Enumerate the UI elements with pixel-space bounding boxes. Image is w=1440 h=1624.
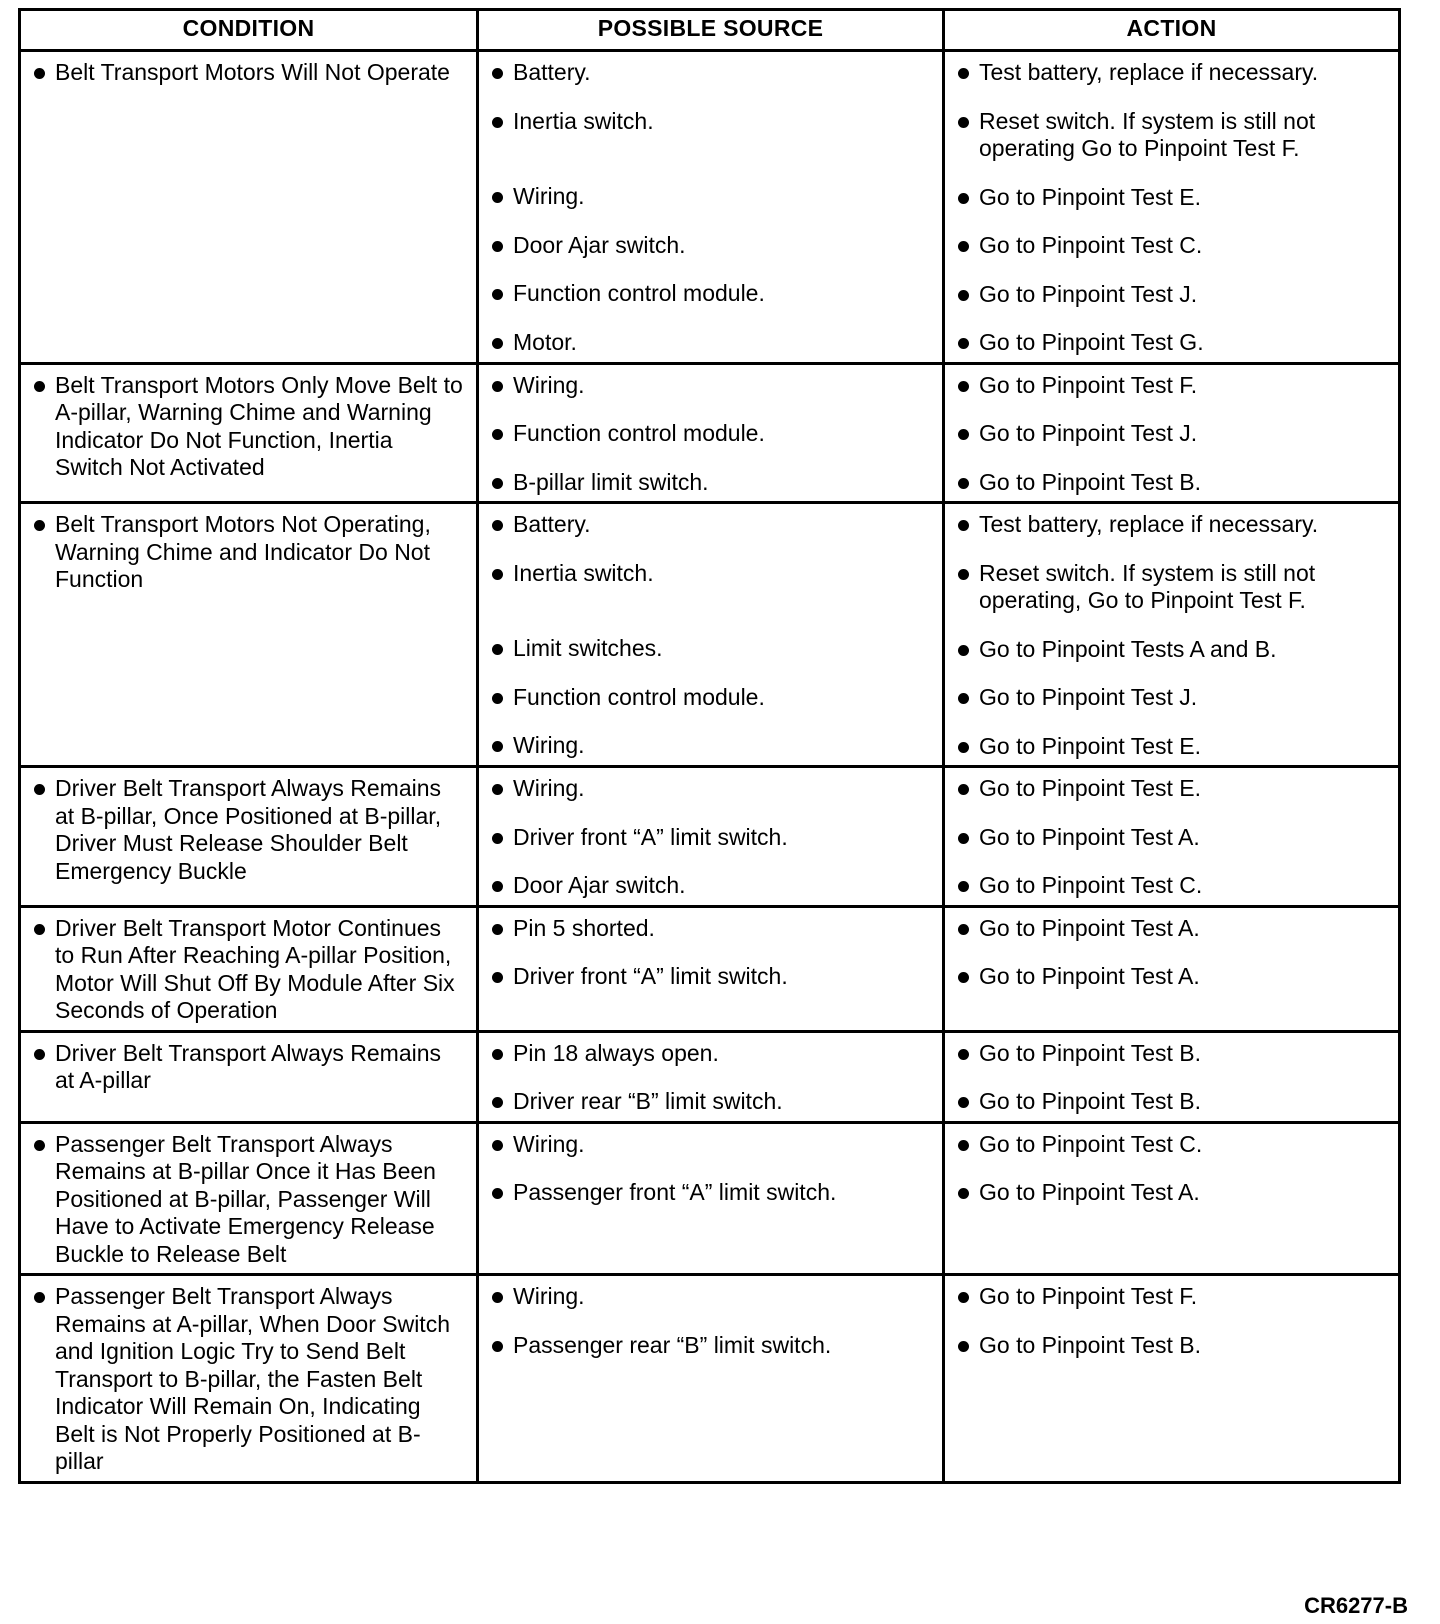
bullet-icon [958, 833, 969, 844]
condition-text: Passenger Belt Transport Always Remains at A-pillar, When Door Switch and Ignition Logic Try to Send Belt Transport to B-pillar, the Fasten Belt Indicator Will Remain On, Indicating Belt is Not Properly Positioned at B-pillar [55, 1283, 450, 1474]
source-item [489, 872, 932, 900]
source-text: Wiring. [513, 183, 585, 209]
source-item [489, 915, 932, 943]
bullet-icon [492, 569, 503, 580]
source-text: Pin 18 always open. [513, 1039, 719, 1066]
action-item [955, 184, 1388, 212]
bullet-icon [492, 117, 503, 128]
bullet-icon [958, 693, 969, 704]
bullet-icon [958, 68, 969, 79]
action-text: Go to Pinpoint Test J. [979, 420, 1198, 446]
bullet-icon [958, 972, 969, 983]
bullet-icon [34, 381, 45, 392]
source-item [489, 824, 932, 852]
source-item [489, 183, 932, 211]
bullet-icon [492, 644, 503, 655]
table-body [20, 51, 1400, 1483]
bullet-icon [492, 338, 503, 349]
bullet-icon [492, 1292, 503, 1303]
source-item [489, 1179, 932, 1207]
action-text: Go to Pinpoint Test A. [979, 914, 1200, 941]
source-item [489, 329, 932, 357]
source-text: Driver rear “B” limit switch. [513, 1088, 783, 1114]
action-cell [944, 51, 1400, 364]
condition-cell [20, 1031, 478, 1122]
action-item [955, 963, 1388, 991]
action-text: Go to Pinpoint Test E. [979, 183, 1202, 210]
action-text: Go to Pinpoint Test E. [979, 732, 1202, 759]
source-cell [478, 1122, 944, 1275]
action-item [955, 915, 1388, 943]
bullet-icon [958, 117, 969, 128]
bullet-icon [958, 1097, 969, 1108]
action-text: Go to Pinpoint Test F. [979, 371, 1198, 398]
bullet-icon [958, 520, 969, 531]
source-text: Wiring. [513, 775, 585, 801]
source-item [489, 1088, 932, 1116]
condition-cell [20, 51, 478, 364]
action-text: Go to Pinpoint Test B. [979, 1331, 1202, 1358]
source-text: Inertia switch. [513, 559, 654, 586]
bullet-icon [492, 833, 503, 844]
action-cell [944, 1122, 1400, 1275]
action-item [955, 560, 1388, 615]
source-text: Battery. [513, 511, 591, 537]
source-item [489, 635, 932, 663]
table-row [20, 1122, 1400, 1275]
table-row [20, 503, 1400, 767]
source-cell [478, 1275, 944, 1483]
table-row [20, 906, 1400, 1031]
bullet-icon [958, 1292, 969, 1303]
source-item [489, 732, 932, 760]
bullet-icon [492, 289, 503, 300]
bullet-icon [958, 1140, 969, 1151]
source-item [489, 372, 932, 400]
source-item [489, 1040, 932, 1068]
bullet-icon [492, 1097, 503, 1108]
action-text: Go to Pinpoint Test E. [979, 775, 1202, 801]
condition-text: Passenger Belt Transport Always Remains at B-pillar Once it Has Been Positioned at B-pillar, Passenger Will Have to Activate Emergency Release Buckle to Release Belt [55, 1130, 436, 1267]
bullet-icon [958, 429, 969, 440]
source-cell [478, 363, 944, 503]
bullet-icon [958, 241, 969, 252]
bullet-icon [34, 1292, 45, 1303]
bullet-icon [492, 881, 503, 892]
bullet-icon [958, 881, 969, 892]
action-text: Go to Pinpoint Tests A and B. [979, 635, 1277, 662]
table-row [20, 1275, 1400, 1483]
condition-text: Driver Belt Transport Motor Continues to Run After Reaching A-pillar Position, Motor Will Shut Off By Module After Six Seconds of Operation [55, 914, 455, 1023]
figure-code: CR6277-B [1304, 1593, 1408, 1618]
action-text: Go to Pinpoint Test A. [979, 1179, 1200, 1205]
table-row [20, 1031, 1400, 1122]
bullet-icon [958, 742, 969, 753]
source-item [489, 963, 932, 991]
bullet-icon [958, 645, 969, 656]
source-text: Inertia switch. [513, 107, 654, 134]
bullet-icon [958, 478, 969, 489]
bullet-icon [958, 290, 969, 301]
action-cell [944, 363, 1400, 503]
source-cell [478, 767, 944, 907]
condition-text: Belt Transport Motors Not Operating, Warning Chime and Indicator Do Not Function [55, 511, 431, 592]
action-text: Test battery, replace if necessary. [979, 511, 1319, 537]
diagnosis-table [18, 8, 1401, 1484]
source-item [489, 420, 932, 448]
bullet-icon [492, 693, 503, 704]
action-item [955, 329, 1388, 357]
bullet-icon [34, 924, 45, 935]
source-text: Pin 5 shorted. [513, 914, 655, 941]
action-item [955, 1131, 1388, 1159]
action-item [955, 511, 1388, 539]
condition-cell [20, 1275, 478, 1483]
action-item [955, 281, 1388, 309]
bullet-icon [492, 68, 503, 79]
source-text: Door Ajar switch. [513, 231, 686, 258]
source-item [489, 108, 932, 136]
source-text: Passenger front “A” limit switch. [513, 1179, 837, 1205]
bullet-icon [958, 381, 969, 392]
bullet-icon [492, 1188, 503, 1199]
source-item [489, 59, 932, 87]
source-text: Limit switches. [513, 635, 663, 661]
source-item [489, 1131, 932, 1159]
condition-item [31, 1283, 466, 1476]
action-item [955, 1332, 1388, 1360]
condition-cell [20, 767, 478, 907]
action-item [955, 684, 1388, 712]
bullet-icon [492, 741, 503, 752]
action-text: Go to Pinpoint Test C. [979, 232, 1203, 258]
condition-item [31, 915, 466, 1025]
action-text: Reset switch. If system is still not operating Go to Pinpoint Test F. [979, 107, 1316, 161]
bullet-icon [492, 1341, 503, 1352]
header-condition: CONDITION [20, 10, 478, 51]
bullet-icon [492, 192, 503, 203]
bullet-icon [492, 972, 503, 983]
source-text: Function control module. [513, 420, 765, 446]
action-item [955, 108, 1388, 163]
action-text: Go to Pinpoint Test B. [979, 1088, 1202, 1114]
source-text: Wiring. [513, 1283, 585, 1309]
action-text: Go to Pinpoint Test J. [979, 280, 1198, 307]
action-text: Go to Pinpoint Test B. [979, 1039, 1202, 1066]
header-action: ACTION [944, 10, 1400, 51]
source-text: Function control module. [513, 280, 765, 306]
source-item [489, 1283, 932, 1311]
source-item [489, 469, 932, 497]
bullet-icon [958, 784, 969, 795]
table-row [20, 767, 1400, 907]
condition-text: Belt Transport Motors Only Move Belt to A-pillar, Warning Chime and Warning Indicator Do Not Function, Inertia Switch Not Activated [55, 371, 463, 480]
action-text: Go to Pinpoint Test F. [979, 1283, 1198, 1309]
bullet-icon [34, 1140, 45, 1151]
action-text: Go to Pinpoint Test C. [979, 872, 1203, 898]
condition-item [31, 1131, 466, 1269]
source-text: Motor. [513, 328, 577, 355]
source-item [489, 684, 932, 712]
action-item [955, 775, 1388, 803]
action-cell [944, 1031, 1400, 1122]
bullet-icon [492, 784, 503, 795]
condition-item [31, 372, 466, 482]
condition-cell [20, 503, 478, 767]
source-text: Function control module. [513, 683, 765, 710]
bullet-icon [34, 68, 45, 79]
bullet-icon [492, 1049, 503, 1060]
bullet-icon [958, 338, 969, 349]
action-text: Go to Pinpoint Test G. [979, 329, 1204, 355]
bullet-icon [34, 520, 45, 531]
action-text: Test battery, replace if necessary. [979, 59, 1319, 85]
action-item [955, 1283, 1388, 1311]
source-text: Battery. [513, 59, 591, 85]
action-text: Go to Pinpoint Test J. [979, 684, 1198, 710]
source-cell [478, 1031, 944, 1122]
action-item [955, 872, 1388, 900]
action-cell [944, 767, 1400, 907]
source-text: Passenger rear “B” limit switch. [513, 1331, 832, 1358]
source-text: Wiring. [513, 371, 585, 398]
action-cell [944, 503, 1400, 767]
source-text: B-pillar limit switch. [513, 468, 709, 495]
source-cell [478, 503, 944, 767]
condition-item [31, 775, 466, 885]
action-item [955, 372, 1388, 400]
bullet-icon [492, 478, 503, 489]
bullet-icon [958, 1049, 969, 1060]
action-item [955, 59, 1388, 87]
action-item [955, 636, 1388, 664]
action-cell [944, 906, 1400, 1031]
bullet-icon [958, 569, 969, 580]
source-item [489, 280, 932, 308]
action-text: Go to Pinpoint Test C. [979, 1130, 1203, 1157]
bullet-icon [958, 193, 969, 204]
action-item [955, 824, 1388, 852]
source-cell [478, 906, 944, 1031]
source-text: Wiring. [513, 1130, 585, 1157]
condition-cell [20, 1122, 478, 1275]
action-item [955, 1179, 1388, 1207]
source-text: Driver front “A” limit switch. [513, 963, 788, 989]
bullet-icon [492, 381, 503, 392]
action-item [955, 733, 1388, 761]
condition-cell [20, 363, 478, 503]
condition-item [31, 59, 466, 87]
source-item [489, 511, 932, 539]
condition-item [31, 511, 466, 594]
bullet-icon [958, 1341, 969, 1352]
action-text: Go to Pinpoint Test A. [979, 963, 1200, 989]
action-item [955, 420, 1388, 448]
bullet-icon [492, 241, 503, 252]
condition-text: Driver Belt Transport Always Remains at B-pillar, Once Positioned at B-pillar, Driver Must Release Shoulder Belt Emergency Buckle [55, 775, 442, 884]
source-item [489, 232, 932, 260]
bullet-icon [34, 1049, 45, 1060]
table-row [20, 51, 1400, 364]
diagnosis-table-container [18, 8, 1398, 1484]
source-item [489, 775, 932, 803]
condition-item [31, 1040, 466, 1095]
bullet-icon [492, 924, 503, 935]
condition-text: Driver Belt Transport Always Remains at A-pillar [55, 1039, 442, 1093]
bullet-icon [958, 924, 969, 935]
bullet-icon [958, 1188, 969, 1199]
action-cell [944, 1275, 1400, 1483]
action-item [955, 1040, 1388, 1068]
bullet-icon [492, 429, 503, 440]
action-item [955, 232, 1388, 260]
action-text: Reset switch. If system is still not operating, Go to Pinpoint Test F. [979, 559, 1316, 613]
header-row [20, 10, 1400, 51]
source-text: Driver front “A” limit switch. [513, 823, 788, 850]
action-item [955, 1088, 1388, 1116]
condition-text: Belt Transport Motors Will Not Operate [55, 59, 450, 85]
table-row [20, 363, 1400, 503]
source-item [489, 560, 932, 588]
condition-cell [20, 906, 478, 1031]
action-item [955, 469, 1388, 497]
source-text: Wiring. [513, 732, 585, 758]
action-text: Go to Pinpoint Test B. [979, 468, 1202, 495]
header-possible-source: POSSIBLE SOURCE [478, 10, 944, 51]
bullet-icon [492, 1140, 503, 1151]
source-item [489, 1332, 932, 1360]
bullet-icon [34, 784, 45, 795]
source-text: Door Ajar switch. [513, 872, 686, 898]
action-text: Go to Pinpoint Test A. [979, 823, 1200, 850]
source-cell [478, 51, 944, 364]
bullet-icon [492, 520, 503, 531]
